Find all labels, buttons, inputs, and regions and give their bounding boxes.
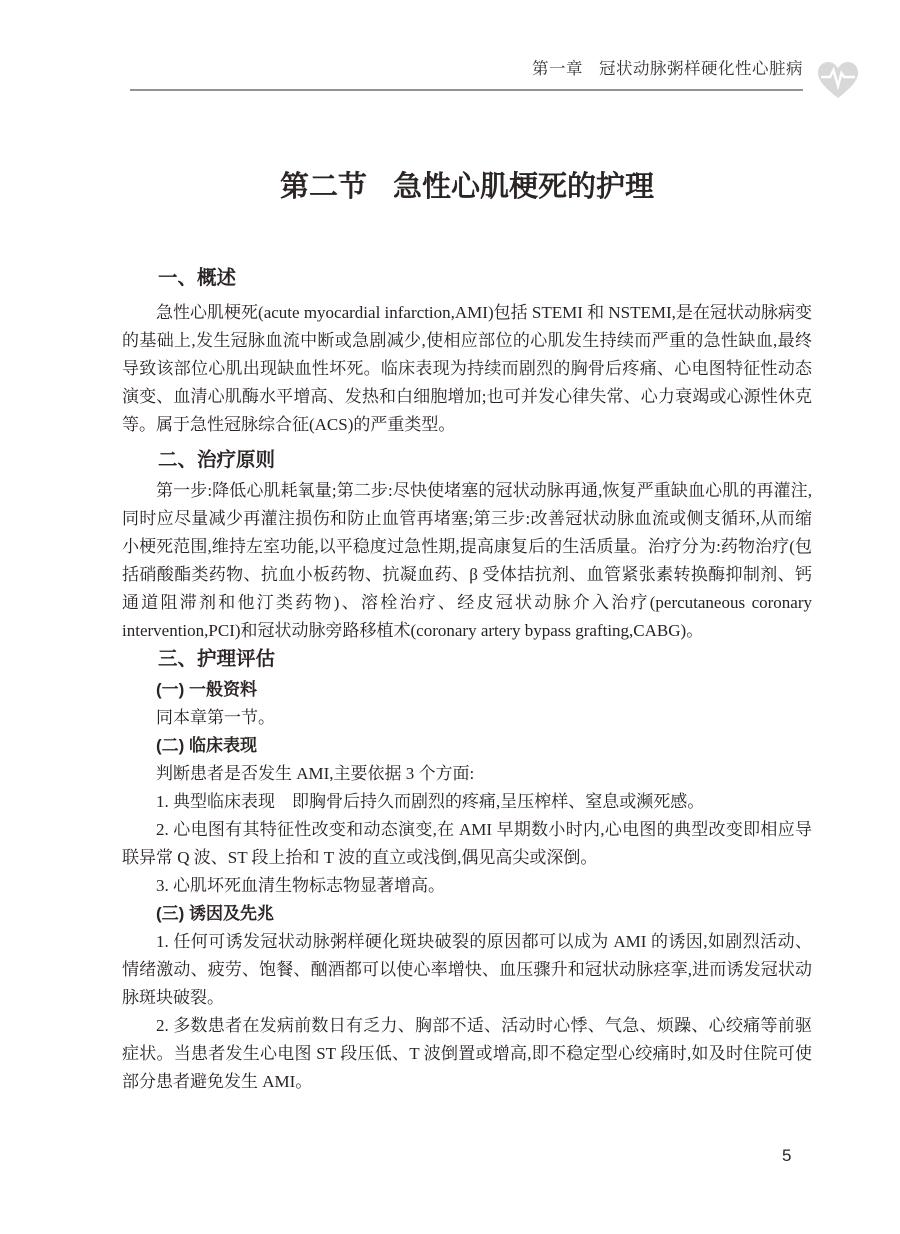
chapter-label: 第一章 [532, 60, 583, 78]
subheading-general-data: (一) 一般资料 [156, 680, 258, 699]
page-number: 5 [782, 1146, 792, 1165]
list-item-trigger-1: 1. 任何可诱发冠状动脉粥样硬化斑块破裂的原因都可以成为 AMI 的诱因,如剧烈活动、情绪激动、疲劳、饱餐、酗酒都可以使心率增快、血压骤升和冠状动脉痉挛,进而诱发冠状动脉斑块破裂。 [122, 932, 812, 1007]
paragraph-general-data: 同本章第一节。 [156, 708, 275, 727]
subheading-clinical-manifestations: (二) 临床表现 [156, 736, 258, 755]
page-content [0, 167, 900, 1096]
section-number: 第二节 [279, 171, 367, 203]
heart-with-ecg-icon [816, 60, 860, 100]
subheading-triggers-prodrome: (三) 诱因及先兆 [156, 904, 275, 923]
list-item-clinical-2: 2. 心电图有其特征性改变和动态演变,在 AMI 早期数小时内,心电图的典型改变即相应导联异常 Q 波、ST 段上抬和 T 波的直立或浅倒,偶见高尖或深倒。 [122, 820, 812, 867]
paragraph-clinical-intro: 判断患者是否发生 AMI,主要依据 3 个方面: [156, 764, 475, 783]
heading-nursing-assessment: 三、护理评估 [158, 648, 276, 670]
page-title [122, 167, 812, 207]
page-header [0, 0, 900, 91]
list-item-trigger-2: 2. 多数患者在发病前数日有乏力、胸部不适、活动时心悸、气急、烦躁、心绞痛等前驱症状。当患者发生心电图 ST 段压低、T 波倒置或增高,即不稳定型心绞痛时,如及时住院可使部分患者避免发生 AMI。 [122, 1016, 812, 1091]
list-item-clinical-1: 1. 典型临床表现 即胸骨后持久而剧烈的疼痛,呈压榨样、窒息或濒死感。 [156, 792, 705, 811]
heading-treatment-principles: 二、治疗原则 [158, 449, 276, 471]
heading-overview: 一、概述 [158, 267, 237, 289]
paragraph-treatment: 第一步:降低心肌耗氧量;第二步:尽快使堵塞的冠状动脉再通,恢复严重缺血心肌的再灌注,同时应尽量减少再灌注损伤和防止血管再堵塞;第三步:改善冠状动脉血流或侧支循环,从而缩小梗死范围,维持左室功能,以平稳度过急性期,提高康复后的生活质量。治疗分为:药物治疗(包括硝酸酯类药物、抗血小板药物、抗凝血药、β 受体拮抗剂、血管紧张素转换酶抑制剂、钙通道阻滞剂和他汀类药物)、溶栓治疗、经皮冠状动脉介入治疗(percutaneous coronary intervention,PCI)和冠状动脉旁路移植术(coronary artery bypass grafting,CABG)。 [122, 481, 812, 640]
paragraph-overview: 急性心肌梗死(acute myocardial infarction,AMI)包括 STEMI 和 NSTEMI,是在冠状动脉病变的基础上,发生冠脉血流中断或急剧减少,使相应部位的心肌发生持续而严重的急性缺血,最终导致该部位心肌出现缺血性坏死。临床表现为持续而剧烈的胸骨后疼痛、心电图特征性动态演变、血清心肌酶水平增高、发热和白细胞增加;也可并发心律失常、心力衰竭或心源性休克等。属于急性冠脉综合征(ACS)的严重类型。 [122, 303, 812, 434]
chapter-title: 冠状动脉粥样硬化性心脏病 [599, 60, 803, 78]
section-title-text: 急性心肌梗死的护理 [393, 171, 655, 203]
running-head [0, 57, 900, 81]
list-item-clinical-3: 3. 心肌坏死血清生物标志物显著增高。 [156, 876, 445, 895]
header-rule [130, 89, 803, 91]
